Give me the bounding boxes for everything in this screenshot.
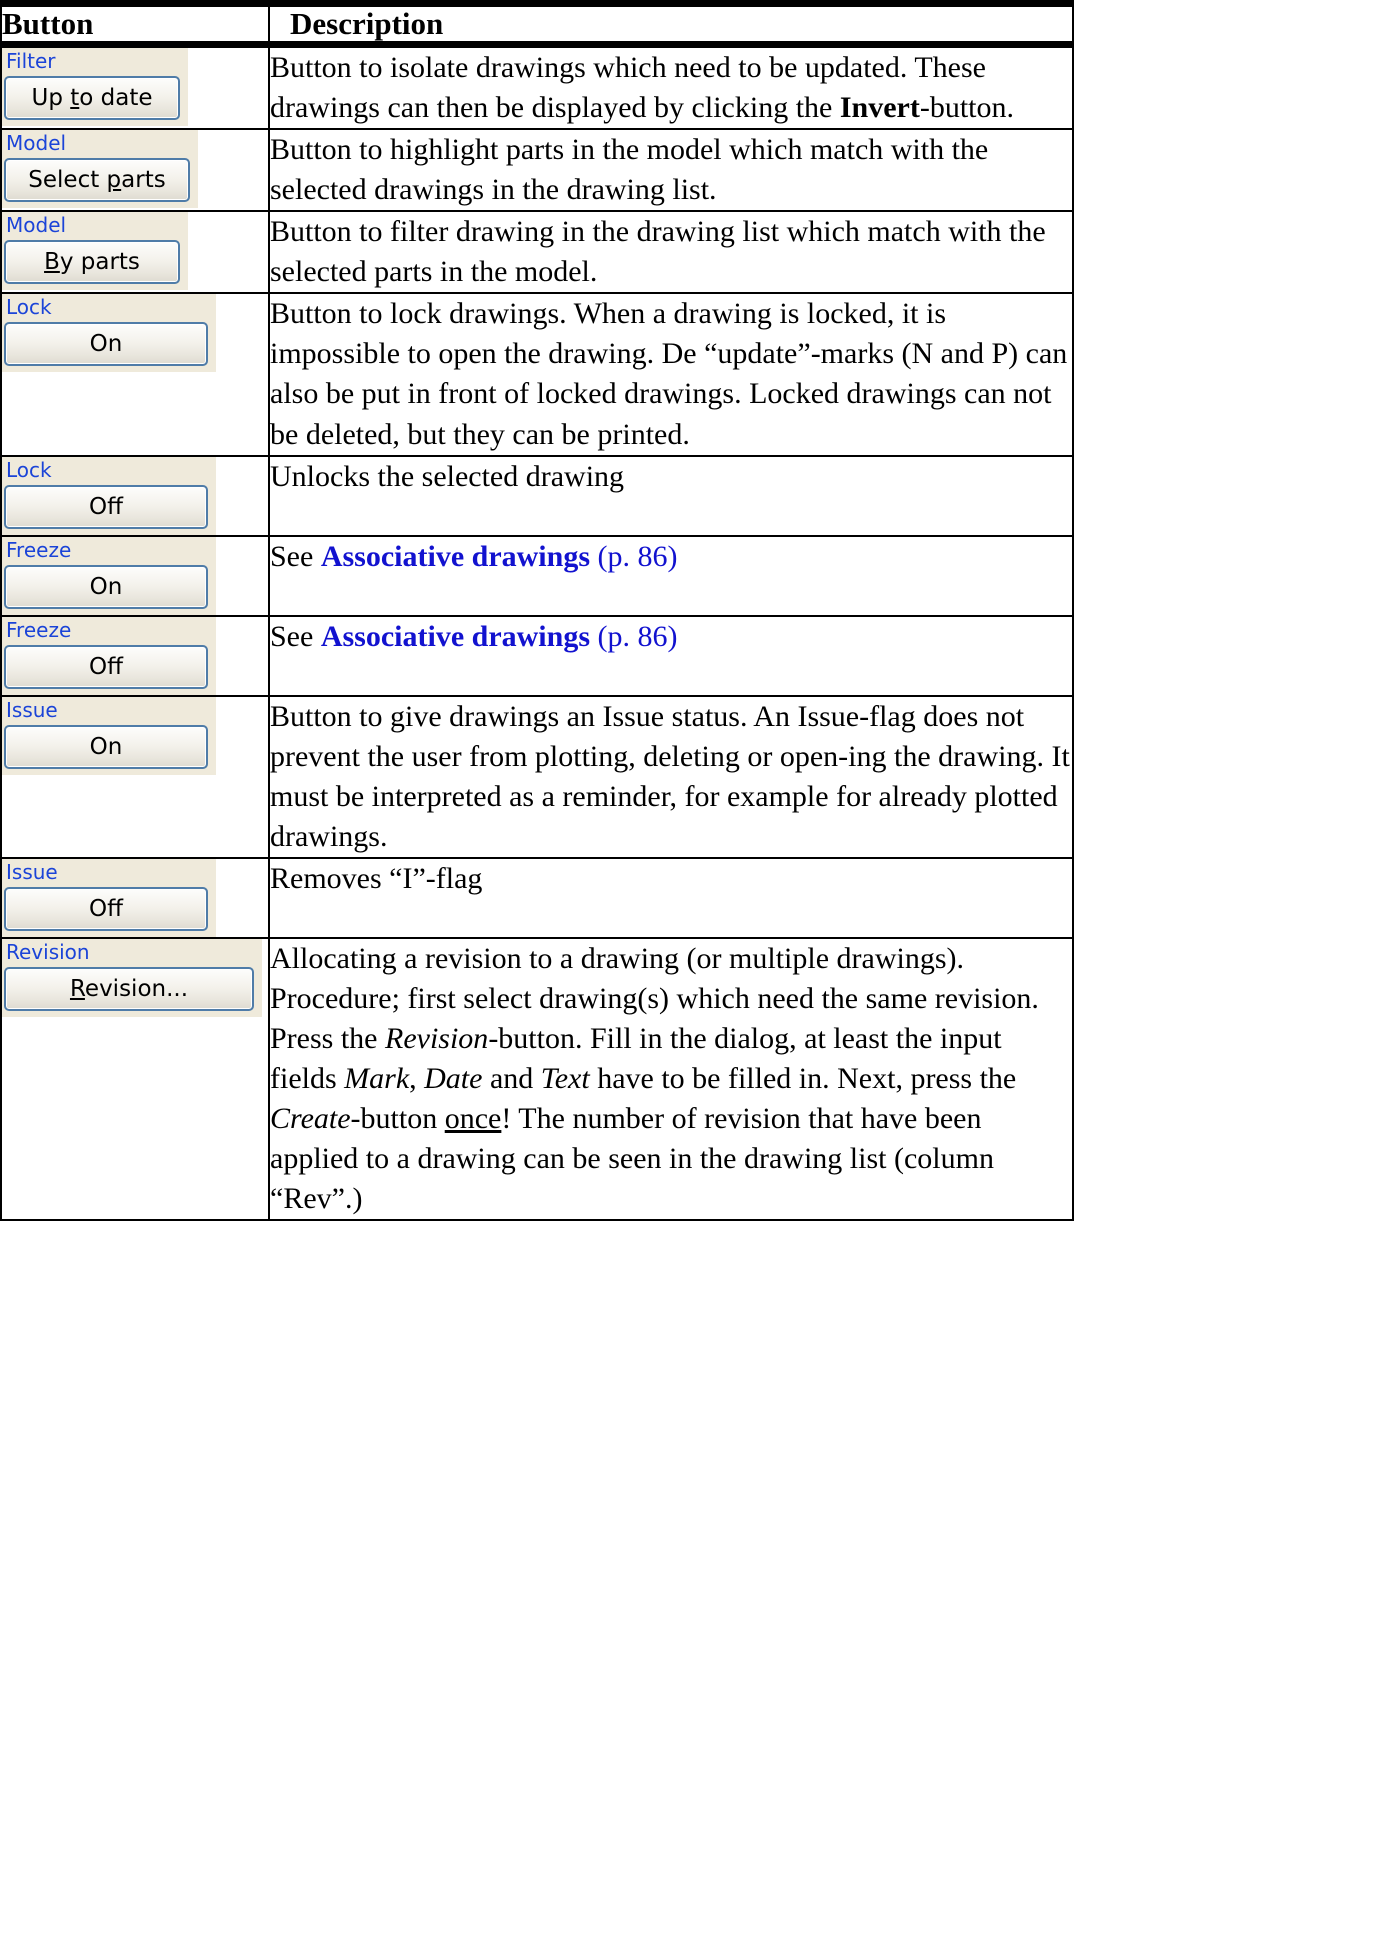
widget-button-wrap <box>2 643 216 695</box>
widget-group-label: Freeze <box>2 537 79 563</box>
widget-button-wrap <box>2 723 216 775</box>
button-cell <box>1 211 269 293</box>
emphasis-text: Create <box>270 1101 351 1135</box>
ui-button-on[interactable]: On <box>4 322 208 366</box>
description-cell: Button to isolate drawings which need to be updated. These drawings can then be displayed by clicking the Invert-button. <box>269 45 1073 130</box>
description-cell: Button to filter drawing in the drawing list which match with the selected parts in the model. <box>269 211 1073 293</box>
table-header-row <box>1 4 1073 45</box>
widget-group-label: Model <box>2 130 74 156</box>
widget-button-wrap <box>2 483 216 535</box>
button-cell <box>1 536 269 616</box>
button-widget-lock <box>2 294 216 372</box>
widget-group-label: Issue <box>2 697 66 723</box>
ui-button-by-parts[interactable]: By parts <box>4 240 180 284</box>
widget-group-label: Lock <box>2 457 60 483</box>
table-row <box>1 129 1073 211</box>
widget-button-wrap <box>2 885 216 937</box>
accelerator-char: R <box>69 975 85 1002</box>
description-cell: Button to lock drawings. When a drawing is locked, it is impossible to open the drawing. De “update”-marks (N and P) can also be put in front of locked drawings. Locked drawings can not be deleted, but they can be printed. <box>269 293 1073 455</box>
button-cell <box>1 616 269 696</box>
ui-button-off[interactable]: Off <box>4 645 208 689</box>
accelerator-char: t <box>70 85 80 112</box>
button-widget-freeze <box>2 617 216 695</box>
widget-group-label: Freeze <box>2 617 79 643</box>
emphasis-text: Text <box>540 1061 590 1095</box>
button-cell <box>1 858 269 938</box>
widget-button-wrap <box>2 965 262 1017</box>
widget-group-label: Issue <box>2 859 66 885</box>
widget-button-wrap <box>2 320 216 372</box>
cross-reference-link[interactable]: Associative drawings <box>320 619 590 653</box>
button-cell <box>1 938 269 1220</box>
table-row <box>1 536 1073 616</box>
button-widget-filter <box>2 48 188 126</box>
button-reference-table <box>0 0 1074 1221</box>
ui-button-off[interactable]: Off <box>4 887 208 931</box>
accelerator-char: p <box>106 167 122 194</box>
ui-button-up-to-date[interactable]: Up to date <box>4 76 180 120</box>
widget-button-wrap <box>2 238 188 290</box>
table-row <box>1 456 1073 536</box>
button-widget-issue <box>2 859 216 937</box>
column-header-description: Description <box>269 4 1073 45</box>
button-cell <box>1 129 269 211</box>
cross-reference-link[interactable]: (p. 86) <box>597 619 678 653</box>
description-cell: See Associative drawings (p. 86) <box>269 616 1073 696</box>
button-cell <box>1 696 269 858</box>
description-cell: Allocating a revision to a drawing (or multiple drawings). Procedure; first select drawing(s) which need the same revision. Press the Revision-button. Fill in the dialog, at least the input fields Mark, Date and Text have to be filled in. Next, press the Create-button once! The number of revision that have been applied to a drawing can be seen in the drawing list (column “Rev”.) <box>269 938 1073 1220</box>
widget-button-wrap <box>2 563 216 615</box>
emphasis-text: Mark <box>344 1061 410 1095</box>
button-widget-model <box>2 212 188 290</box>
button-widget-revision <box>2 939 262 1017</box>
underlined-text: once <box>444 1101 502 1135</box>
column-header-button: Button <box>1 4 269 45</box>
emphasis-text: Date <box>424 1061 483 1095</box>
table-row <box>1 858 1073 938</box>
widget-button-wrap <box>2 156 198 208</box>
button-cell <box>1 456 269 536</box>
ui-button-off[interactable]: Off <box>4 485 208 529</box>
button-widget-freeze <box>2 537 216 615</box>
button-widget-issue <box>2 697 216 775</box>
widget-group-label: Revision <box>2 939 98 965</box>
table-row <box>1 293 1073 455</box>
button-widget-lock <box>2 457 216 535</box>
table-row <box>1 45 1073 130</box>
emphasis-text: Revision <box>385 1021 489 1055</box>
table-row <box>1 211 1073 293</box>
ui-button-select-parts[interactable]: Select parts <box>4 158 190 202</box>
description-cell: Removes “I”-flag <box>269 858 1073 938</box>
widget-group-label: Model <box>2 212 74 238</box>
cross-reference-link[interactable]: Associative drawings <box>320 539 590 573</box>
table-row <box>1 938 1073 1220</box>
widget-group-label: Filter <box>2 48 64 74</box>
ui-button-on[interactable]: On <box>4 725 208 769</box>
accelerator-char: B <box>44 249 60 276</box>
button-cell <box>1 45 269 130</box>
ui-button-on[interactable]: On <box>4 565 208 609</box>
description-cell: Button to give drawings an Issue status. An Issue-flag does not prevent the user from plotting, deleting or open-ing the drawing. It must be interpreted as a reminder, for example for already plotted drawings. <box>269 696 1073 858</box>
table-body <box>1 45 1073 1220</box>
table-row <box>1 616 1073 696</box>
cross-reference-link[interactable]: (p. 86) <box>597 539 678 573</box>
strong-text: Invert <box>839 91 920 125</box>
ui-button-revision[interactable]: Revision... <box>4 967 254 1011</box>
widget-group-label: Lock <box>2 294 60 320</box>
table-row <box>1 696 1073 858</box>
widget-button-wrap <box>2 74 188 126</box>
description-cell: See Associative drawings (p. 86) <box>269 536 1073 616</box>
description-cell: Button to highlight parts in the model which match with the selected drawings in the drawing list. <box>269 129 1073 211</box>
button-widget-model <box>2 130 198 208</box>
description-cell: Unlocks the selected drawing <box>269 456 1073 536</box>
button-cell <box>1 293 269 455</box>
